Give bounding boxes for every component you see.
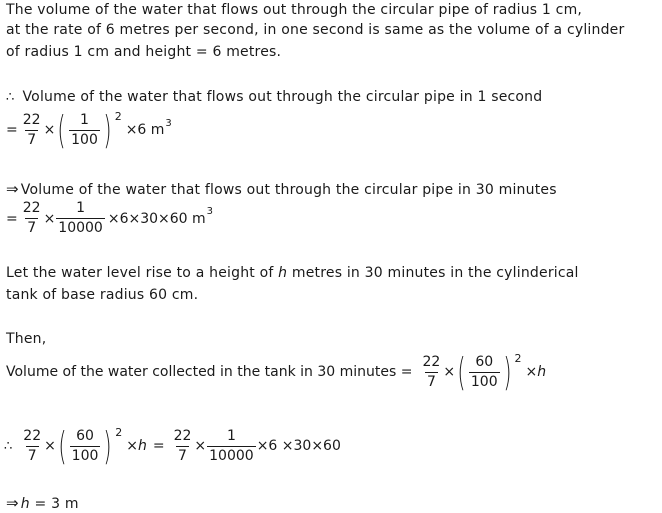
right-paren: ) xyxy=(103,108,112,152)
therefore-symbol: ∴ xyxy=(6,90,15,105)
fraction-1-10000: $\frac{1}{10000}$ xyxy=(209,427,254,464)
implies-symbol: ⇒ xyxy=(6,180,19,198)
step2-text: Volume of the water that flows out through the circular pipe in 30 minutes xyxy=(20,182,557,198)
then-label: Then, xyxy=(6,331,47,347)
result-value: = 3 m xyxy=(29,496,79,512)
variable-h: h xyxy=(137,438,147,454)
times-sign: × xyxy=(126,438,138,454)
left-paren: ( xyxy=(57,108,66,152)
times-sign: × xyxy=(194,438,207,454)
step5-equation xyxy=(4,426,341,466)
times-sign: × xyxy=(43,210,56,227)
fraction-1-10000: $\frac{1}{10000}$ xyxy=(58,200,103,236)
left-paren: ( xyxy=(58,424,67,468)
fraction-22-7: $\frac{22}{7}$ xyxy=(22,111,41,148)
step3-line-1: Let the water level rise to a height of h metres in 30 minutes in the cylinderical xyxy=(6,265,579,281)
step2-statement xyxy=(6,180,557,199)
fraction-60-100: $\frac{60}{100}$ xyxy=(470,353,498,390)
exponent: 2 xyxy=(514,351,522,365)
step1-tail: ×6 m xyxy=(125,122,165,138)
times-sign: × xyxy=(443,364,456,380)
intro-line-3: of radius 1 cm and height = 6 metres. xyxy=(6,44,282,60)
fraction-22-7: $\frac{22}{7}$ xyxy=(22,200,41,236)
intro-line-1: The volume of the water that flows out through the circular pipe of radius 1 cm, xyxy=(6,2,583,18)
exponent: 2 xyxy=(115,425,123,439)
times-sign: × xyxy=(43,122,56,138)
unit-exponent: 3 xyxy=(206,206,214,217)
right-paren: ) xyxy=(103,424,112,468)
step2-tail: ×6×30×60 m xyxy=(107,210,206,227)
times-sign: × xyxy=(525,364,538,380)
implies-symbol: ⇒ xyxy=(6,494,19,512)
step1-equation xyxy=(4,110,172,150)
step3-line-2: tank of base radius 60 cm. xyxy=(6,287,199,303)
equals-sign: = xyxy=(152,438,165,454)
therefore-symbol: ∴ xyxy=(4,438,13,454)
fraction-22-7: $\frac{22}{7}$ xyxy=(422,353,441,390)
variable-h: h xyxy=(537,364,547,380)
fraction-60-100: $\frac{60}{100}$ xyxy=(71,427,99,464)
unit-exponent: 3 xyxy=(165,117,172,129)
step1-text: Volume of the water that flows out through the circular pipe in 1 second xyxy=(22,89,543,105)
fraction-22-7: $\frac{22}{7}$ xyxy=(173,427,192,464)
step4-text: Volume of the water collected in the tank in 30 minutes = xyxy=(6,364,413,380)
equals-sign: = xyxy=(6,210,18,227)
fraction-22-7: $\frac{22}{7}$ xyxy=(23,427,42,464)
step1-statement xyxy=(6,88,542,107)
equals-sign: = xyxy=(6,122,18,138)
intro-line-2: at the rate of 6 metres per second, in one second is same as the volume of a cylinder xyxy=(6,22,625,38)
right-paren: ) xyxy=(502,350,512,394)
variable-h: h xyxy=(20,496,30,512)
times-sign: × xyxy=(44,438,56,454)
step2-equation xyxy=(4,200,213,237)
left-paren: ( xyxy=(457,350,466,394)
step4-equation xyxy=(6,352,546,392)
result-line xyxy=(6,494,79,513)
step5-tail: ×6 ×30×60 xyxy=(256,438,341,454)
fraction-1-100: $\frac{1}{100}$ xyxy=(71,111,98,148)
variable-h: h xyxy=(278,265,288,281)
exponent: 2 xyxy=(114,109,122,123)
